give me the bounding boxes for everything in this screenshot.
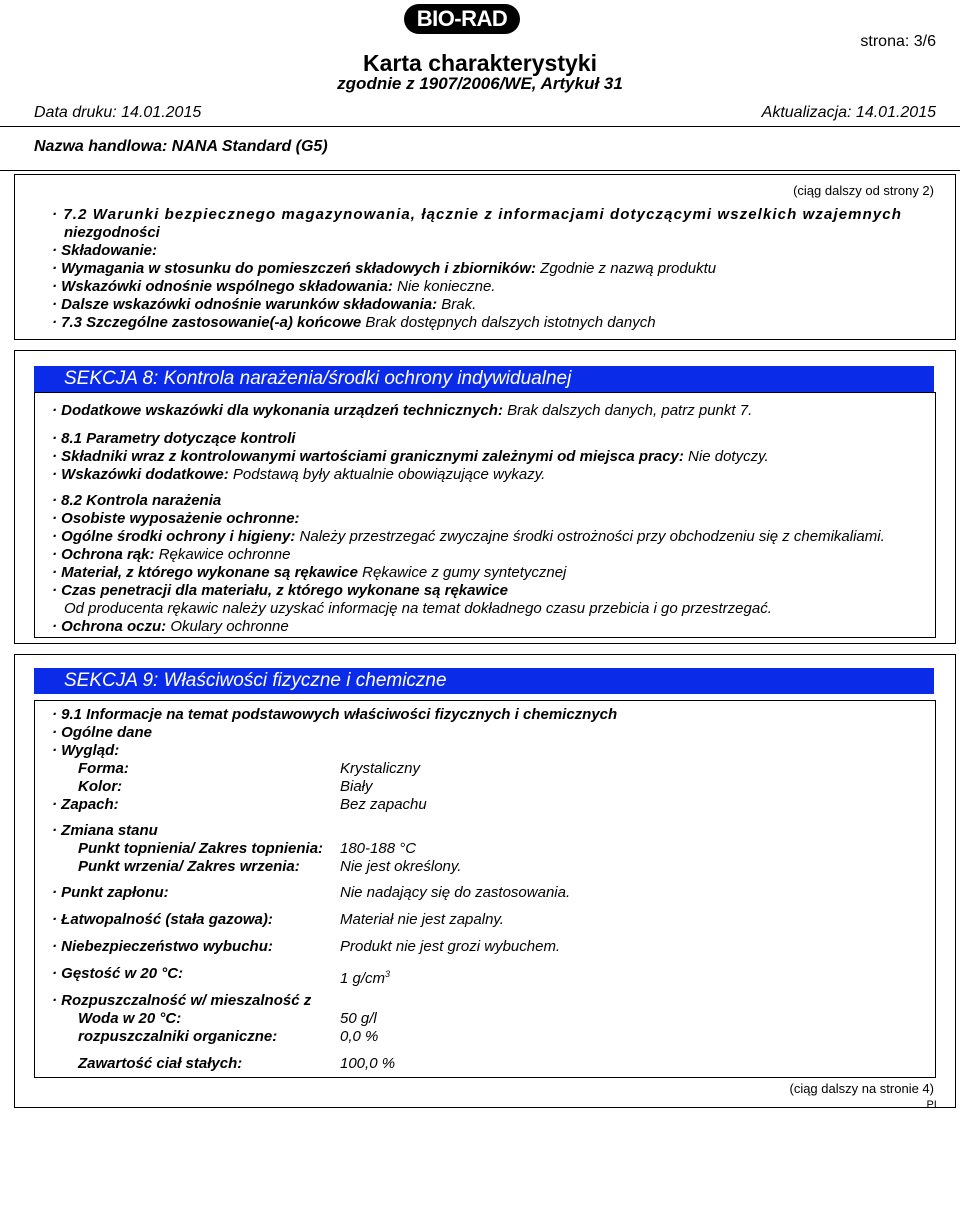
s7-line1b: niezgodności <box>64 224 160 241</box>
s8-additional-value: Podstawą były aktualnie obowiązujące wykazy. <box>232 466 546 483</box>
s9-colour-value: Biały <box>340 778 373 795</box>
section9-heading-text: SEKCJA 9: Właściwości fizyczne i chemiczne <box>64 670 447 691</box>
print-date: Data druku: 14.01.2015 <box>34 104 202 121</box>
s8-hygiene-value: Należy przestrzegać zwyczajne środki ostrożności przy obchodzeniu się z chemikaliami. <box>299 528 885 545</box>
s8-hygiene <box>52 528 885 546</box>
s9-density-number: 1 g/cm <box>340 970 386 987</box>
s9-flash-value: Nie nadający się do zastosowania. <box>340 884 571 901</box>
s7-line1: · 7.2 Warunki bezpiecznego magazynowania, łącznie z informacjami dotyczącymi wszelkich wzajemnych <box>52 206 902 223</box>
s8-penetration-info: Od producenta rękawic należy uzyskać informację na temat dokładnego czasu przebicia i go przestrzegać. <box>64 600 772 617</box>
s9-form-value: Krystaliczny <box>340 760 421 777</box>
s8-technical <box>52 402 752 420</box>
s8-eye-protection-label: · Ochrona oczu: <box>52 618 167 635</box>
s8-eye-protection-value: Okulary ochronne <box>170 618 289 635</box>
s8-glove-material-value: Rękawice z gumy syntetycznej <box>362 564 567 581</box>
s9-density-value <box>340 965 390 988</box>
s7-storage: · Składowanie: <box>52 242 158 259</box>
s9-melting-label: Punkt topnienia/ Zakres topnienia: <box>78 840 324 857</box>
s7-end-use-value: Brak dostępnych dalszych istotnych danych <box>365 314 656 331</box>
s7-end-use <box>52 314 656 332</box>
s7-joint-storage <box>52 278 495 296</box>
section8-heading-text: SEKCJA 8: Kontrola narażenia/środki ochrony indywidualnej <box>64 368 572 389</box>
s9-organic-value: 0,0 % <box>340 1028 379 1045</box>
s8-hand-protection-value: Rękawice ochronne <box>158 546 291 563</box>
s9-organic-label: rozpuszczalniki organiczne: <box>78 1028 278 1045</box>
s8-additional <box>52 466 545 484</box>
section9-heading <box>34 668 934 694</box>
header-divider <box>0 126 960 127</box>
s9-flammability-value: Materiał nie jest zapalny. <box>340 911 504 928</box>
document-subtitle: zgodnie z 1907/2006/WE, Artykuł 31 <box>337 74 623 93</box>
s8-eye-protection <box>52 618 289 636</box>
s8-glove-material-label: · Materiał, z którego wykonane są rękawice <box>52 564 358 581</box>
s9-solubility-label: · Rozpuszczalność w/ mieszalność z <box>52 992 312 1009</box>
continued-to: (ciąg dalszy na stronie 4) <box>789 1081 934 1096</box>
s9-state-change: · Zmiana stanu <box>52 822 158 839</box>
s7-joint-storage-label: · Wskazówki odnośnie wspólnego składowania: <box>52 278 393 295</box>
s8-technical-value: Brak dalszych danych, patrz punkt 7. <box>507 402 753 419</box>
trade-name: Nazwa handlowa: NANA Standard (G5) <box>34 138 328 155</box>
s7-further-value: Brak. <box>441 296 477 313</box>
s8-components <box>52 448 769 466</box>
s7-end-use-label: · 7.3 Szczególne zastosowanie(-a) końcowe <box>52 314 362 331</box>
s9-explosion-label: · Niebezpieczeństwo wybuchu: <box>52 938 273 955</box>
s9-water-label: Woda w 20 °C: <box>78 1010 182 1027</box>
s8-additional-label: · Wskazówki dodatkowe: <box>52 466 229 483</box>
s7-requirements-label: · Wymagania w stosunku do pomieszczeń składowych i zbiorników: <box>52 260 536 277</box>
bio-rad-logo: BIO-RAD <box>404 4 520 34</box>
s7-further-label: · Dalsze wskazówki odnośnie warunków składowania: <box>52 296 438 313</box>
s9-form-label: Forma: <box>78 760 129 777</box>
s9-appearance: · Wygląd: <box>52 742 120 759</box>
s7-requirements-value: Zgodnie z nazwą produktu <box>540 260 717 277</box>
s9-basic-properties: · 9.1 Informacje na temat podstawowych właściwości fizycznych i chemicznych <box>52 706 618 723</box>
s7-joint-storage-value: Nie konieczne. <box>397 278 496 295</box>
s9-flash-label: · Punkt zapłonu: <box>52 884 169 901</box>
s9-density-label: · Gęstość w 20 °C: <box>52 965 184 982</box>
s9-density-exponent: 3 <box>385 969 391 979</box>
s9-melting-value: 180-188 °C <box>340 840 417 857</box>
s8-hand-protection-label: · Ochrona rąk: <box>52 546 155 563</box>
s7-further <box>52 296 476 314</box>
continued-from: (ciąg dalszy od strony 2) <box>793 183 934 198</box>
language-code: PL <box>926 1099 940 1111</box>
section8-heading <box>34 366 934 392</box>
s9-water-value: 50 g/l <box>340 1010 377 1027</box>
s8-glove-material <box>52 564 566 582</box>
s8-ppe: · Osobiste wyposażenie ochronne: <box>52 510 300 527</box>
s9-solids-value: 100,0 % <box>340 1055 396 1072</box>
s8-components-value: Nie dotyczy. <box>688 448 769 465</box>
s9-general-data: · Ogólne dane <box>52 724 153 741</box>
s9-flammability-label: · Łatwopalność (stała gazowa): <box>52 911 273 928</box>
s8-hand-protection <box>52 546 290 564</box>
page-number: strona: 3/6 <box>860 33 936 50</box>
s8-penetration-time: · Czas penetracji dla materiału, z którego wykonane są rękawice <box>52 582 509 599</box>
s9-boiling-label: Punkt wrzenia/ Zakres wrzenia: <box>78 858 300 875</box>
s9-odour-label: · Zapach: <box>52 796 119 813</box>
s8-technical-label: · Dodatkowe wskazówki dla wykonania urządzeń technicznych: <box>52 402 503 419</box>
s8-control-params: · 8.1 Parametry dotyczące kontroli <box>52 430 296 447</box>
trade-name-divider <box>0 170 960 171</box>
s9-odour-value: Bez zapachu <box>340 796 427 813</box>
s7-requirements <box>52 260 716 278</box>
s9-explosion-value: Produkt nie jest grozi wybuchem. <box>340 938 561 955</box>
s8-components-label: · Składniki wraz z kontrolowanymi wartościami granicznymi zależnymi od miejsca pracy: <box>52 448 684 465</box>
document-title: Karta charakterystyki <box>363 50 597 76</box>
s8-hygiene-label: · Ogólne środki ochrony i higieny: <box>52 528 296 545</box>
s9-boiling-value: Nie jest określony. <box>340 858 462 875</box>
s9-colour-label: Kolor: <box>78 778 123 795</box>
update-date: Aktualizacja: 14.01.2015 <box>761 104 936 121</box>
s9-solids-label: Zawartość ciał stałych: <box>78 1055 243 1072</box>
s8-exposure-control: · 8.2 Kontrola narażenia <box>52 492 222 509</box>
